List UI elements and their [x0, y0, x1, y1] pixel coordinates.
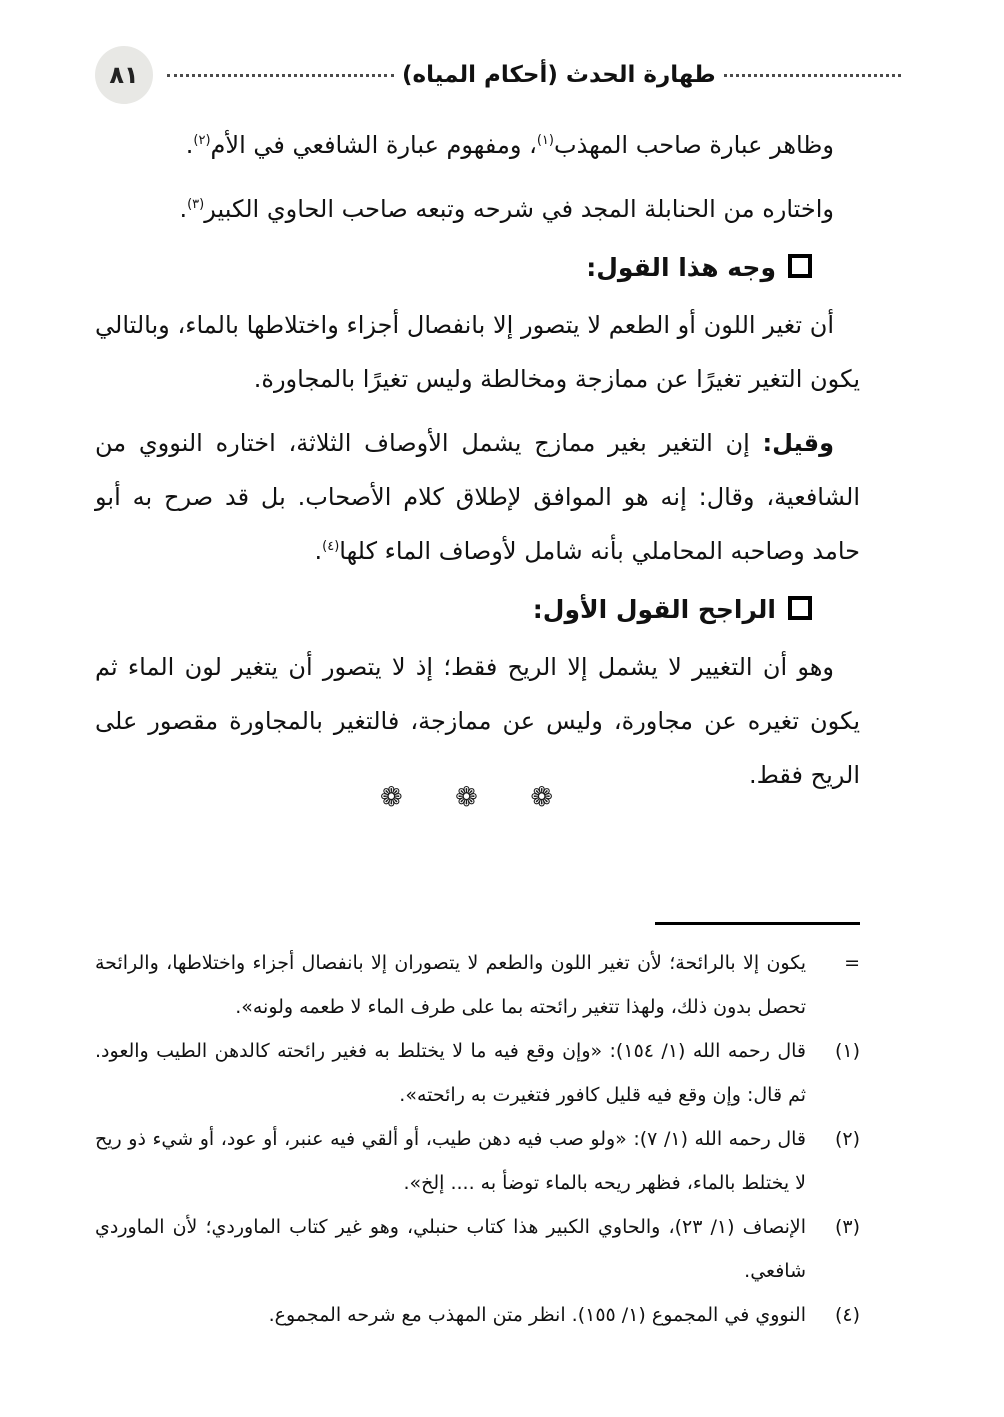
dotted-leader-right: [724, 74, 901, 77]
footnote-marker: =: [844, 952, 860, 974]
footnote-2: [95, 1117, 860, 1205]
footnote-ref-4: (٤): [322, 539, 340, 554]
footnotes-section: [95, 922, 860, 1337]
page-number: ٨١: [109, 61, 139, 89]
florette-divider: ❁ ❁ ❁: [379, 782, 576, 813]
heading-text: الراجح القول الأول:: [532, 595, 776, 624]
page-body: [95, 118, 860, 802]
paragraph-text: .: [185, 131, 194, 159]
footnote-continuation: [95, 941, 860, 1029]
paragraph-3: أن تغير اللون أو الطعم لا يتصور إلا بانفصال أجزاء واختلاطها بالماء، وبالتالي يكون التغير تغيرًا عن ممازجة ومخالطة وليس تغيرًا بالمجاورة.: [95, 311, 860, 393]
paragraph-text: إن التغير بغير ممازج يشمل الأوصاف الثلاثة، اختاره النووي من الشافعية، وقال: إنه هو الموافق لإطلاق كلام الأصحاب. بل قد صرح به أبو حامد وصاحبه المحاملي بأنه شامل لأوصاف الماء كلها: [95, 429, 860, 565]
page-header: [95, 46, 909, 104]
paragraph-1: [95, 118, 860, 172]
section-heading-preferred: [95, 588, 860, 632]
footnote-marker: (٣): [834, 1216, 860, 1238]
footnote-1: [95, 1029, 860, 1117]
footnote-text: النووي في المجموع (١/ ١٥٥). انظر متن المهذب مع شرحه المجموع.: [268, 1304, 806, 1326]
section-heading-reason: [95, 246, 860, 290]
paragraph-text: ، ومفهوم عبارة الشافعي في الأم: [210, 131, 537, 159]
footnote-marker: (٤): [834, 1304, 860, 1326]
dotted-leader-left: [167, 74, 394, 77]
paragraph-4: [95, 416, 860, 578]
square-bullet-icon: [788, 596, 812, 620]
footnote-ref-2: (٢): [193, 133, 211, 148]
square-bullet-icon: [788, 254, 812, 278]
paragraph-lead: وقيل:: [762, 429, 834, 457]
page-number-badge: [95, 46, 153, 104]
page-title: طهارة الحدث (أحكام المياه): [402, 62, 716, 88]
paragraph-2: [95, 182, 860, 236]
footnote-4: [95, 1293, 860, 1337]
footnote-text: قال رحمه الله (١/ ٧): «ولو صب فيه دهن طيب، أو ألقي فيه عنبر، أو عود، أو شيء ذو ريح لا يختلط بالماء، فظهر ريحه بالماء توضأ به .... إلخ».: [95, 1128, 806, 1194]
heading-text: وجه هذا القول:: [586, 253, 776, 282]
footnote-ref-1: (١): [536, 133, 554, 148]
paragraph-5: وهو أن التغيير لا يشمل إلا الريح فقط؛ إذ لا يتصور أن يتغير لون الماء ثم يكون تغيره عن مجاورة، وليس عن ممازجة، فالتغير بالمجاورة مقصور على الريح فقط.: [95, 653, 860, 789]
paragraph-text: واختاره من الحنابلة المجد في شرحه وتبعه صاحب الحاوي الكبير: [204, 195, 834, 223]
footnote-marker: (٢): [834, 1128, 860, 1150]
paragraph-text: .: [314, 537, 323, 565]
footnote-text: يكون إلا بالرائحة؛ لأن تغير اللون والطعم لا يتصوران إلا بانفصال أجزاء واختلاطها، والرائحة تحصل بدون ذلك، ولهذا تتغير رائحته بما على طرف الماء لا طعمه ولونه».: [95, 952, 806, 1018]
footnote-ref-3: (٣): [187, 197, 205, 212]
paragraph-text: وظاهر عبارة صاحب المهذب: [553, 131, 834, 159]
footnote-text: قال رحمه الله (١/ ١٥٤): «وإن وقع فيه ما لا يختلط به فغير رائحته كالدهن الطيب والعود. ثم قال: وإن وقع فيه قليل كافور فتغيرت به رائحته».: [95, 1040, 807, 1106]
footnote-marker: (١): [834, 1040, 860, 1062]
footnote-separator-rule: [655, 922, 860, 925]
footnote-text: الإنصاف (١/ ٢٣)، والحاوي الكبير هذا كتاب حنبلي، وهو غير كتاب الماوردي؛ لأن الماوردي شافعي.: [95, 1216, 806, 1282]
footnote-3: [95, 1205, 860, 1293]
paragraph-text: .: [179, 195, 188, 223]
